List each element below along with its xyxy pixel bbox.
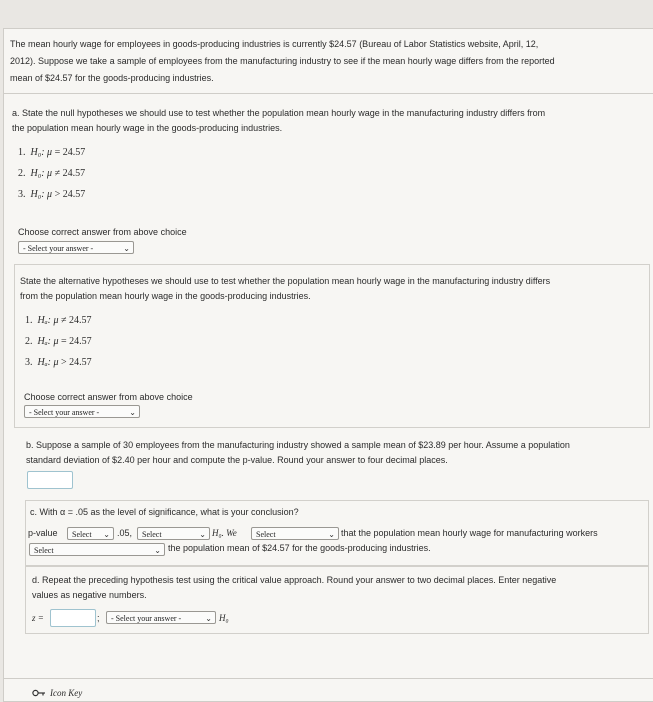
part-a-alt-question [20, 274, 650, 304]
chevron-down-icon: ⌄ [205, 614, 212, 623]
part-d-select-label: - Select your answer - [111, 614, 182, 623]
part-a-choice-1: 1. H₀: μ = 24.57 [18, 147, 86, 158]
h0-label: H₀ [219, 613, 229, 623]
differs-select[interactable] [29, 543, 165, 556]
chevron-down-icon: ⌄ [199, 530, 206, 539]
intro-line-2: 2012). Suppose we take a sample of employees from the manufacturing industry to see if the mean hourly wage differs from the reported [10, 56, 555, 66]
part-a-select-label: - Select your answer - [23, 244, 94, 253]
part-b-question-line-2: standard deviation of $2.40 per hour and compute the p-value. Round your answer to four decimal places. [26, 455, 448, 465]
chevron-down-icon: ⌄ [129, 408, 136, 417]
icon-key-label: Icon Key [50, 688, 83, 698]
part-a-alt-choice-3: 3. Hₐ: μ > 24.57 [25, 357, 92, 368]
chevron-down-icon: ⌄ [123, 244, 130, 253]
intro-text [10, 36, 650, 87]
part-d-question-line-2: values as negative numbers. [32, 590, 147, 600]
select-label: Select [256, 530, 276, 539]
part-a-alt-question-line-2: from the population mean hourly wage in the goods-producing industries. [20, 291, 311, 301]
part-a-question [12, 106, 652, 136]
z-value-input[interactable] [50, 609, 96, 627]
p-value-label: p-value [28, 528, 58, 538]
p-value-input[interactable] [27, 471, 73, 489]
select-label: Select [72, 530, 92, 539]
part-a-alt-choices [25, 310, 92, 373]
part-a-alt-choice-2: 2. Hₐ: μ = 24.57 [25, 336, 92, 347]
part-b-question [26, 438, 646, 468]
part-a-alt-choice-1: 1. Hₐ: μ ≠ 24.57 [25, 315, 92, 326]
part-a-prompt: Choose correct answer from above choice [18, 227, 187, 237]
part-a-alt-question-line-1: State the alternative hypotheses we should use to test whether the population mean hourly wage in the manufacturing industry differs [20, 276, 551, 286]
select-label: Select [142, 530, 162, 539]
chevron-down-icon: ⌄ [154, 546, 161, 555]
part-a-choices [18, 142, 85, 205]
footer-divider [3, 678, 653, 679]
chevron-down-icon: ⌄ [103, 530, 110, 539]
part-b-question-line-1: b. Suppose a sample of 30 employees from the manufacturing industry showed a sample mean of $23.89 per hour. Assume a population [26, 440, 570, 450]
alpha-value: .05, [117, 528, 133, 538]
key-icon [32, 689, 46, 697]
separator: ; [97, 613, 100, 623]
part-d-decision-select[interactable] [106, 611, 216, 624]
reject-decision-select[interactable] [137, 527, 210, 540]
p-value-comparison-select[interactable] [67, 527, 114, 540]
part-a-alt-answer-select[interactable] [24, 405, 140, 418]
select-label: Select [34, 546, 54, 555]
z-label: z = [32, 613, 44, 623]
conclusion-tail-2: the population mean of $24.57 for the goods-producing industries. [168, 543, 431, 553]
divider [3, 93, 653, 94]
chevron-down-icon: ⌄ [328, 530, 335, 539]
part-d-question-line-1: d. Repeat the preceding hypothesis test using the critical value approach. Round your answer to two decimal places. Enter negative [32, 575, 557, 585]
part-a-alt-prompt: Choose correct answer from above choice [24, 392, 193, 402]
intro-line-1: The mean hourly wage for employees in goods-producing industries is currently $24.57 (Bureau of Labor Statistics website, April, 12, [10, 39, 539, 49]
part-a-answer-select[interactable] [18, 241, 134, 254]
part-c-question: c. With α = .05 as the level of significance, what is your conclusion? [30, 507, 299, 517]
h0-we-text: H₀. We [212, 528, 237, 538]
part-d-question [32, 573, 642, 603]
icon-key-link[interactable] [32, 688, 82, 698]
part-a-choice-3: 3. H₀: μ > 24.57 [18, 189, 86, 200]
intro-line-3: mean of $24.57 for the goods-producing industries. [10, 73, 214, 83]
part-a-alt-select-label: - Select your answer - [29, 408, 100, 417]
conclusion-tail-1: that the population mean hourly wage for manufacturing workers [341, 528, 598, 538]
part-a-choice-2: 2. H₀: μ ≠ 24.57 [18, 168, 86, 179]
part-a-question-line-2: the population mean hourly wage in the goods-producing industries. [12, 123, 283, 133]
part-a-question-line-1: a. State the null hypotheses we should use to test whether the population mean hourly wage in the manufacturing industry differs from [12, 108, 546, 118]
conclude-select[interactable] [251, 527, 339, 540]
